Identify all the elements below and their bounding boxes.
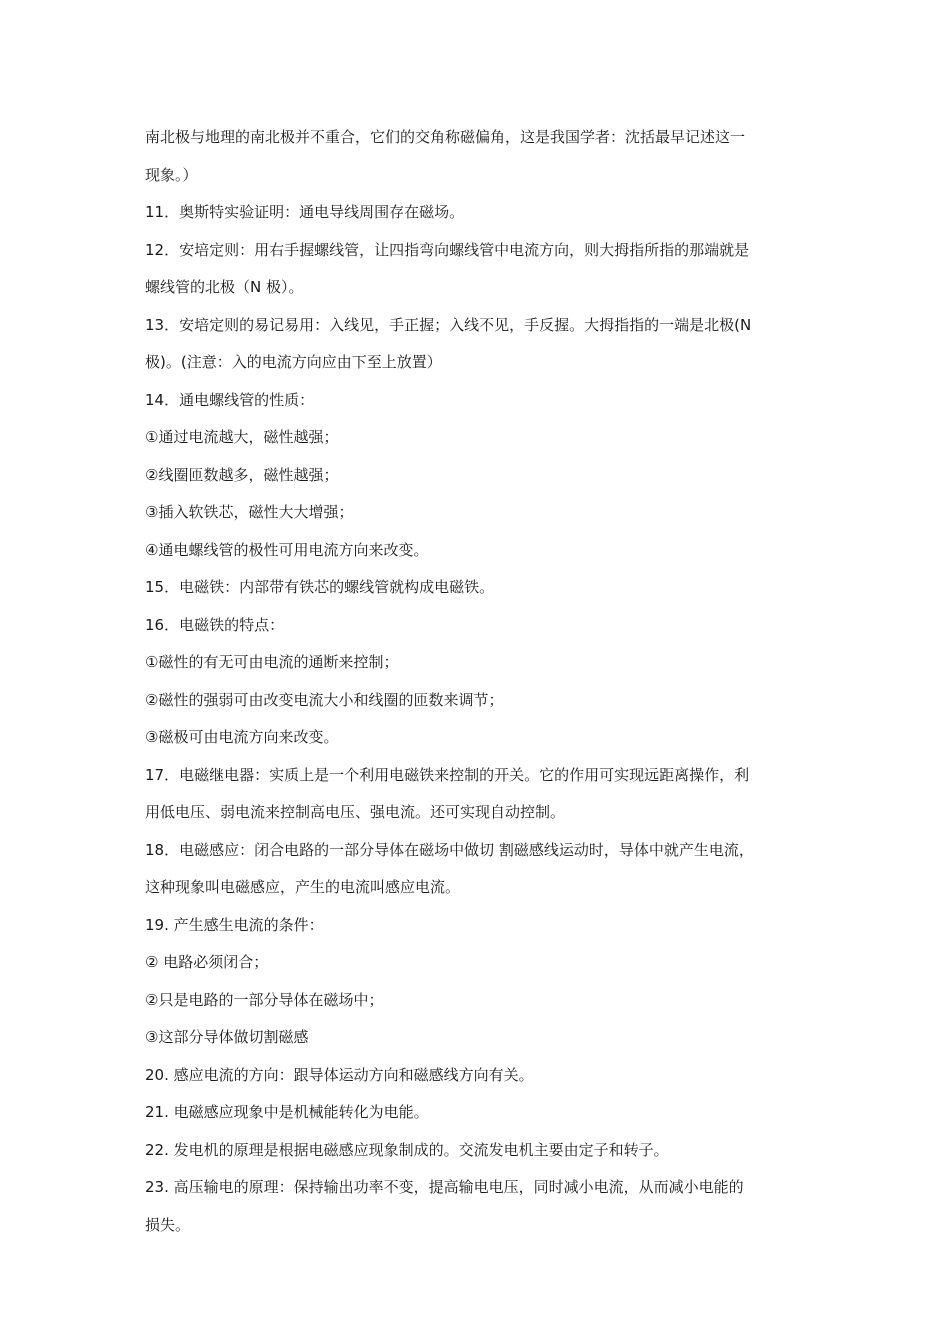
text-line: 极)。(注意：入的电流方向应由下至上放置）	[145, 353, 442, 371]
text-line: 12．安培定则：用右手握螺线管，让四指弯向螺线管中电流方向，则大拇指所指的那端就是	[145, 240, 750, 259]
text-line: 这种现象叫电磁感应，产生的电流叫感应电流。	[145, 878, 461, 896]
text-line: 22. 发电机的原理是根据电磁感应现象制成的。交流发电机主要由定子和转子。	[145, 1140, 669, 1159]
text-line: 23. 高压输电的原理：保持输出功率不变，提高输电电压，同时减小电流，从而减小电能的	[145, 1178, 744, 1196]
text-line: 17．电磁继电器：实质上是一个利用电磁铁来控制的开关。它的作用可实现远距离操作，利	[145, 765, 750, 784]
text-line: ③磁极可由电流方向来改变。	[145, 728, 339, 746]
text-line: ②只是电路的一部分导体在磁场中；	[145, 990, 384, 1009]
text-line: 损失。	[145, 1215, 191, 1234]
text-line: 15．电磁铁：内部带有铁芯的螺线管就构成电磁铁。	[145, 578, 495, 596]
text-line: 16．电磁铁的特点：	[145, 615, 285, 634]
text-line: ①磁性的有无可由电流的通断来控制；	[145, 653, 399, 671]
text-line: ②磁性的强弱可由改变电流大小和线圈的匝数来调节；	[145, 690, 504, 709]
text-line: ①通过电流越大，磁性越强；	[145, 428, 339, 446]
text-line: 18．电磁感应：闭合电路的一部分导体在磁场中做切 割磁感线运动时，导体中就产生电流，	[145, 840, 754, 859]
text-line: 现象。）	[145, 165, 198, 184]
text-line: ③插入软铁芯，磁性大大增强；	[145, 503, 354, 521]
text-line: 螺线管的北极（N 极）。	[145, 278, 304, 296]
text-line: 19. 产生感生电流的条件：	[145, 915, 324, 934]
text-line: 20. 感应电流的方向：跟导体运动方向和磁感线方向有关。	[145, 1065, 534, 1084]
text-line: ④通电螺线管的极性可用电流方向来改变。	[145, 540, 429, 559]
text-line: 13．安培定则的易记易用：入线见，手正握；入线不见，手反握。大拇指指的一端是北极(N	[145, 315, 752, 334]
text-line: ② 电路必须闭合；	[145, 953, 269, 971]
text-line: 用低电压、弱电流来控制高电压、强电流。还可实现自动控制。	[145, 803, 566, 821]
text-line: 11．奥斯特实验证明：通电导线周围存在磁场。	[145, 203, 465, 221]
text-line: ③这部分导体做切割磁感	[145, 1028, 309, 1046]
text-line: 14．通电螺线管的性质：	[145, 390, 315, 409]
document-body	[145, 119, 810, 1244]
text-line: ②线圈匝数越多，磁性越强；	[145, 465, 339, 484]
text-line: 南北极与地理的南北极并不重合，它们的交角称磁偏角，这是我国学者：沈括最早记述这一	[145, 128, 746, 146]
text-line: 21. 电磁感应现象中是机械能转化为电能。	[145, 1103, 429, 1121]
